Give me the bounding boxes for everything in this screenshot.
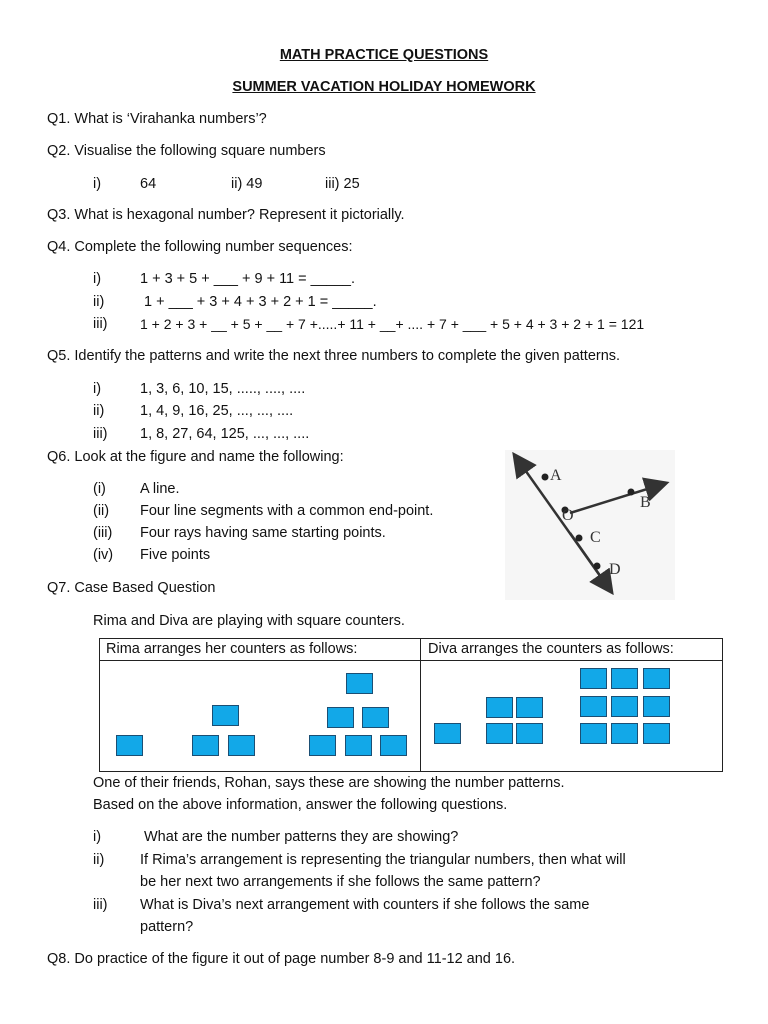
label-a: A bbox=[550, 467, 562, 484]
label-d: D bbox=[609, 561, 621, 578]
q6-item-number: (iv) bbox=[93, 547, 114, 563]
q4-item-number: i) bbox=[93, 271, 102, 287]
q5-item-number: iii) bbox=[93, 426, 108, 442]
q6-item: Five points bbox=[140, 547, 211, 563]
q7-item: If Rima’s arrangement is representing the triangular numbers, then what will bbox=[140, 852, 626, 868]
q5-item: 1, 3, 6, 10, 15, ....., ...., .... bbox=[140, 381, 306, 397]
counter bbox=[516, 697, 543, 718]
counter bbox=[643, 723, 670, 744]
q7-item-cont: be her next two arrangements if she follows the same pattern? bbox=[140, 874, 541, 890]
page-subtitle: SUMMER VACATION HOLIDAY HOMEWORK bbox=[232, 79, 536, 95]
counter bbox=[434, 723, 461, 744]
counter bbox=[380, 735, 407, 756]
q2-item: ii) 49 bbox=[231, 176, 263, 192]
q4-item-number: iii) bbox=[93, 316, 108, 332]
rays-figure bbox=[505, 450, 675, 600]
question-8: Q8. Do practice of the figure it out of page number 8-9 and 11-12 and 16. bbox=[47, 951, 516, 967]
question-6: Q6. Look at the figure and name the following: bbox=[47, 449, 344, 465]
counter bbox=[486, 723, 513, 744]
point-c bbox=[576, 535, 583, 542]
label-o: O bbox=[562, 507, 574, 524]
q4-item-number: ii) bbox=[93, 294, 105, 310]
q6-item: Four line segments with a common end-point. bbox=[140, 503, 434, 519]
q2-item-value: 64 bbox=[140, 176, 157, 192]
question-2: Q2. Visualise the following square numbers bbox=[47, 143, 326, 159]
counter bbox=[192, 735, 219, 756]
q5-item-number: ii) bbox=[93, 403, 105, 419]
counter bbox=[611, 723, 638, 744]
counter bbox=[309, 735, 336, 756]
counter bbox=[327, 707, 354, 728]
q7-item: What are the number patterns they are showing? bbox=[144, 829, 459, 845]
counter bbox=[643, 668, 670, 689]
q7-item-cont: pattern? bbox=[140, 919, 194, 935]
q4-item: 1 + ___ + 3 + 4 + 3 + 2 + 1 = _____. bbox=[144, 294, 377, 310]
q7-item-number: ii) bbox=[93, 852, 105, 868]
q4-item: 1 + 2 + 3 + __ + 5 + __ + 7 +.....+ 11 + __+ .... + 7 + ___ + 5 + 4 + 3 + 2 + 1 = 121 bbox=[140, 316, 645, 332]
q7-intro: Rima and Diva are playing with square counters. bbox=[93, 613, 405, 629]
q6-item-number: (iii) bbox=[93, 525, 113, 541]
question-7: Q7. Case Based Question bbox=[47, 580, 216, 596]
counter bbox=[643, 696, 670, 717]
question-4: Q4. Complete the following number sequences: bbox=[47, 239, 353, 255]
q7-after-2: Based on the above information, answer the following questions. bbox=[93, 797, 508, 813]
counter bbox=[346, 673, 373, 694]
counter bbox=[228, 735, 255, 756]
page-title: MATH PRACTICE QUESTIONS bbox=[279, 47, 489, 63]
q5-item-number: i) bbox=[93, 381, 102, 397]
counter bbox=[486, 697, 513, 718]
point-d bbox=[594, 563, 601, 570]
q7-item-number: iii) bbox=[93, 897, 108, 913]
q5-item: 1, 8, 27, 64, 125, ..., ..., .... bbox=[140, 426, 310, 442]
counter bbox=[362, 707, 389, 728]
q6-item-number: (i) bbox=[93, 481, 106, 497]
counter bbox=[212, 705, 239, 726]
q6-item-number: (ii) bbox=[93, 503, 110, 519]
counter bbox=[516, 723, 543, 744]
q4-item: 1 + 3 + 5 + ___ + 9 + 11 = _____. bbox=[140, 271, 356, 287]
label-c: C bbox=[590, 529, 601, 546]
counter bbox=[580, 696, 607, 717]
question-1: Q1. What is ‘Virahanka numbers’? bbox=[47, 111, 267, 127]
point-b bbox=[628, 489, 635, 496]
q5-item: 1, 4, 9, 16, 25, ..., ..., .... bbox=[140, 403, 294, 419]
rima-header: Rima arranges her counters as follows: bbox=[106, 641, 358, 657]
counter bbox=[580, 668, 607, 689]
counter bbox=[611, 668, 638, 689]
q7-item-number: i) bbox=[93, 829, 102, 845]
q2-item: iii) 25 bbox=[325, 176, 360, 192]
question-3: Q3. What is hexagonal number? Represent it pictorially. bbox=[47, 207, 405, 223]
q7-item: What is Diva’s next arrangement with counters if she follows the same bbox=[140, 897, 590, 913]
counter bbox=[345, 735, 372, 756]
counter bbox=[580, 723, 607, 744]
counter bbox=[116, 735, 143, 756]
q7-after-1: One of their friends, Rohan, says these are showing the number patterns. bbox=[93, 775, 565, 791]
label-b: B bbox=[640, 494, 651, 511]
q6-item: Four rays having same starting points. bbox=[140, 525, 386, 541]
q2-item-number: i) bbox=[93, 176, 102, 192]
point-a bbox=[542, 474, 549, 481]
question-5: Q5. Identify the patterns and write the next three numbers to complete the given patterns. bbox=[47, 348, 621, 364]
diva-header: Diva arranges the counters as follows: bbox=[428, 641, 674, 657]
q6-item: A line. bbox=[140, 481, 180, 497]
counter bbox=[611, 696, 638, 717]
